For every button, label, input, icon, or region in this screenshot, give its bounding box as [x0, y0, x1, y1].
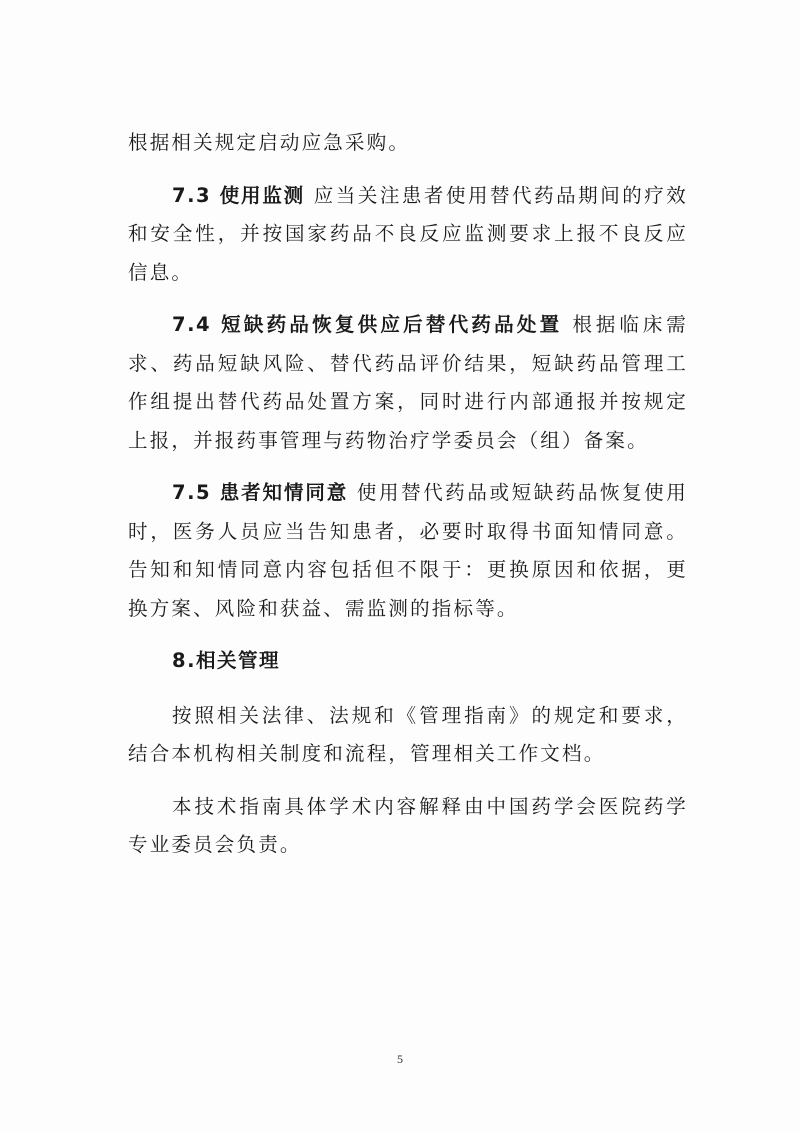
section-7-5-heading: 7.5 患者知情同意 — [172, 481, 349, 504]
section-8-paragraph-2: 本技术指南具体学术内容解释由中国药学会医院药学专业委员会负责。 — [128, 794, 688, 856]
document-body — [128, 124, 688, 879]
section-8-paragraph-1: 按照相关法律、法规和《管理指南》的规定和要求，结合本机构相关制度和流程，管理相关工作文档。 — [128, 703, 688, 765]
section-7-4-text: 根据临床需求、药品短缺风险、替代药品评价结果，短缺药品管理工作组提出替代药品处置方案，同时进行内部通报并按规定上报，并报药事管理与药物治疗学委员会（组）备案。 — [128, 313, 688, 452]
section-7-3-text: 应当关注患者使用替代药品期间的疗效和安全性，并按国家药品不良反应监测要求上报不良反应信息。 — [128, 183, 688, 284]
section-7-5-text: 使用替代药品或短缺药品恢复使用时，医务人员应当告知患者，必要时取得书面知情同意。告知和知情同意内容包括但不限于：更换原因和依据，更换方案、风险和获益、需监测的指标等。 — [128, 481, 688, 620]
section-8-heading: 8.相关管理 — [172, 649, 280, 672]
page-number: 5 — [397, 1052, 403, 1066]
section-7-5-paragraph — [128, 474, 688, 628]
section-7-4-heading: 7.4 短缺药品恢复供应后替代药品处置 — [172, 313, 563, 336]
intro-paragraph: 根据相关规定启动应急采购。 — [128, 131, 411, 154]
section-7-3-heading: 7.3 使用监测 — [172, 183, 306, 207]
section-7-3-paragraph — [128, 177, 688, 293]
section-7-4-paragraph — [128, 306, 688, 460]
